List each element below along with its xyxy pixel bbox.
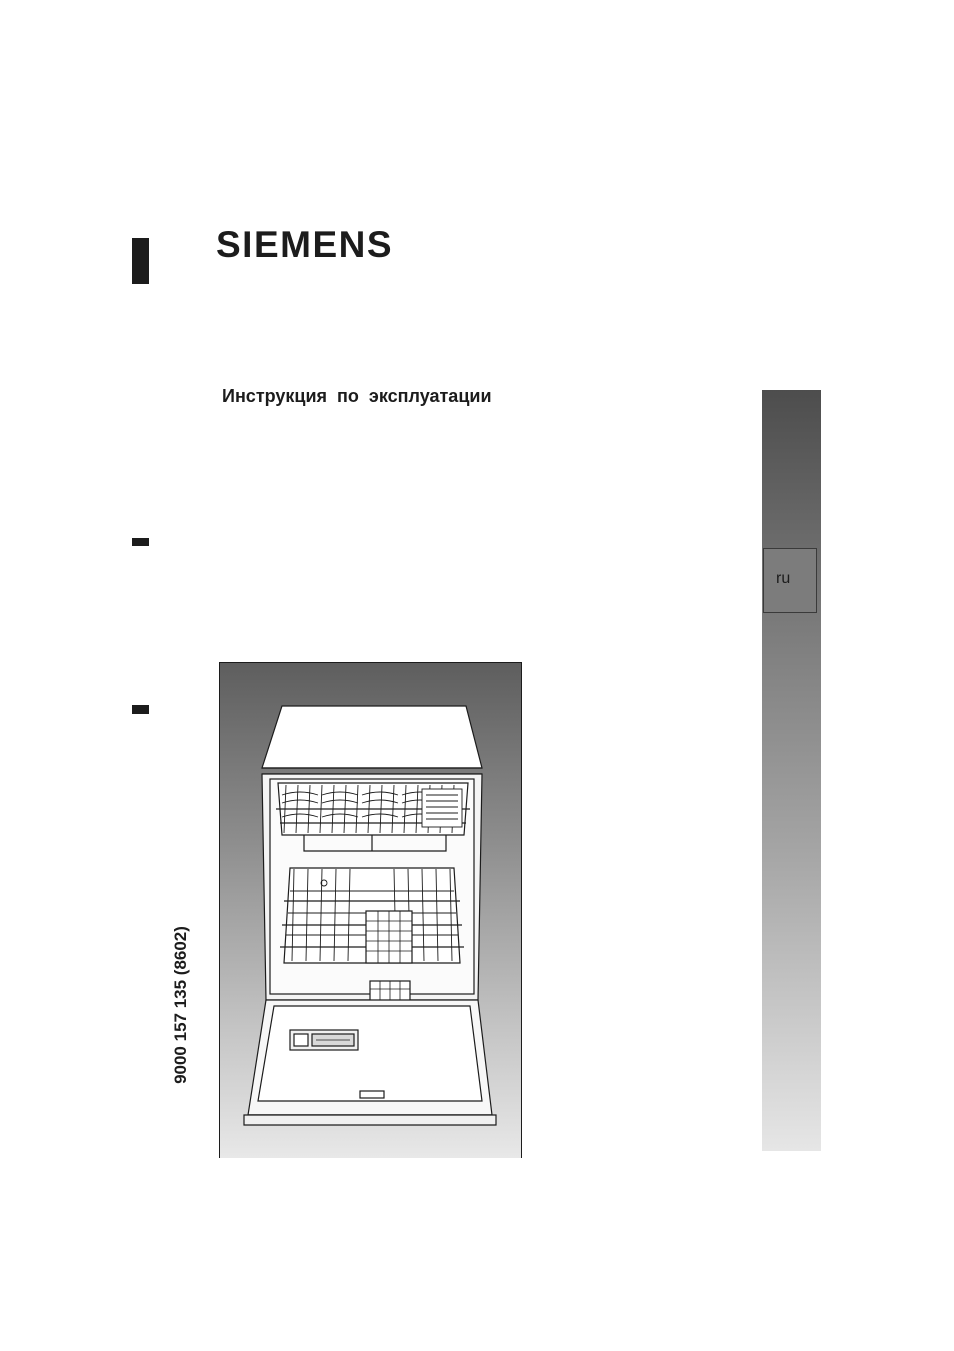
- language-tab-ru[interactable]: [763, 548, 817, 613]
- document-number: 9000 157 135 (8602): [171, 926, 190, 1084]
- language-label: ru: [776, 570, 791, 587]
- section-marker-small: [132, 705, 149, 714]
- language-side-tab: [762, 390, 821, 1151]
- brand-logo: SIEMENS: [216, 224, 394, 265]
- section-marker-large: [132, 238, 149, 284]
- document-title: Инструкция по эксплуатации: [222, 386, 492, 406]
- dishwasher-illustration: [219, 662, 522, 1158]
- dishwasher-open-icon: [220, 663, 522, 1158]
- section-marker-small: [132, 538, 149, 546]
